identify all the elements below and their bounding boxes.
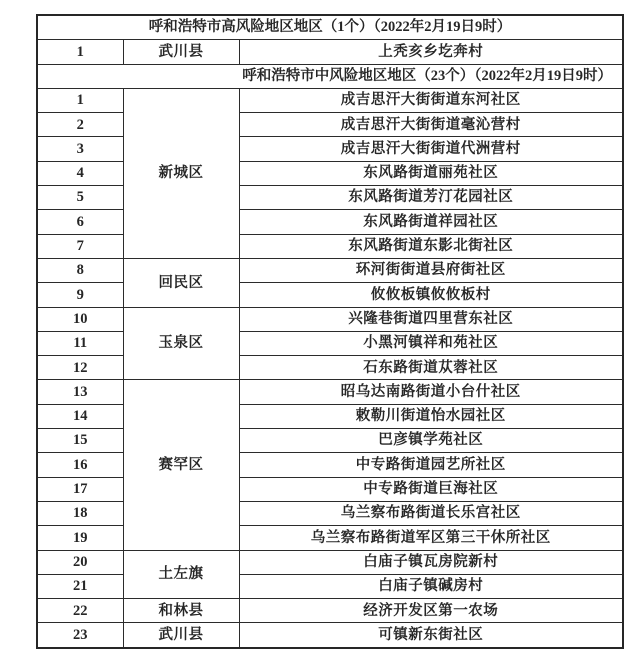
high-risk-table-row (37, 40, 623, 64)
area-cell: 环河街街道县府街社区 (239, 258, 623, 282)
high-risk-section-header-row (37, 15, 623, 40)
mid-risk-table-row (37, 623, 623, 648)
district-cell: 土左旗 (123, 550, 239, 599)
mid-risk-table-row (37, 380, 623, 404)
area-cell: 经济开发区第一农场 (239, 599, 623, 623)
row-number-cell: 8 (37, 258, 123, 282)
row-number-cell: 1 (37, 40, 123, 64)
district-cell: 和林县 (123, 599, 239, 623)
row-number-cell: 14 (37, 404, 123, 428)
row-number-cell: 3 (37, 137, 123, 161)
area-cell: 东风路街道东影北街社区 (239, 234, 623, 258)
row-number-cell: 1 (37, 88, 123, 112)
row-number-cell: 21 (37, 574, 123, 598)
area-cell: 上秃亥乡圪奔村 (239, 40, 623, 64)
row-number-cell: 4 (37, 161, 123, 185)
row-number-cell: 17 (37, 477, 123, 501)
mid-risk-section-header-row (37, 64, 623, 88)
mid-risk-section-header: 呼和浩特市中风险地区地区（23个）（2022年2月19日9时） (37, 64, 623, 88)
area-cell: 可镇新东街社区 (239, 623, 623, 648)
area-cell: 成吉思汗大街街道代洲营村 (239, 137, 623, 161)
area-cell: 石东路街道苁蓉社区 (239, 356, 623, 380)
area-cell: 昭乌达南路街道小台什社区 (239, 380, 623, 404)
area-cell: 白庙子镇瓦房院新村 (239, 550, 623, 574)
mid-risk-table-row (37, 88, 623, 112)
row-number-cell: 18 (37, 501, 123, 525)
district-cell: 武川县 (123, 623, 239, 648)
mid-risk-table-row (37, 258, 623, 282)
row-number-cell: 13 (37, 380, 123, 404)
area-cell: 中专路街道巨海社区 (239, 477, 623, 501)
district-cell: 新城区 (123, 88, 239, 258)
row-number-cell: 16 (37, 453, 123, 477)
row-number-cell: 20 (37, 550, 123, 574)
area-cell: 东风路街道丽苑社区 (239, 161, 623, 185)
area-cell: 东风路街道芳汀花园社区 (239, 186, 623, 210)
area-cell: 小黑河镇祥和苑社区 (239, 331, 623, 355)
area-cell: 成吉思汗大街街道东河社区 (239, 88, 623, 112)
mid-risk-table-row (37, 307, 623, 331)
area-cell: 攸攸板镇攸攸板村 (239, 283, 623, 307)
area-cell: 成吉思汗大街街道毫沁营村 (239, 113, 623, 137)
row-number-cell: 10 (37, 307, 123, 331)
row-number-cell: 19 (37, 526, 123, 550)
risk-area-table-container (36, 14, 624, 649)
row-number-cell: 22 (37, 599, 123, 623)
row-number-cell: 15 (37, 429, 123, 453)
area-cell: 乌兰察布路街道长乐宫社区 (239, 501, 623, 525)
mid-risk-table-row (37, 599, 623, 623)
high-risk-section-header: 呼和浩特市高风险地区地区（1个）（2022年2月19日9时） (37, 15, 623, 40)
district-cell: 武川县 (123, 40, 239, 64)
area-cell: 乌兰察布路街道军区第三干休所社区 (239, 526, 623, 550)
area-cell: 中专路街道园艺所社区 (239, 453, 623, 477)
mid-risk-table-row (37, 550, 623, 574)
district-cell: 赛罕区 (123, 380, 239, 550)
area-cell: 敕勒川街道怡水园社区 (239, 404, 623, 428)
district-cell: 回民区 (123, 258, 239, 307)
area-cell: 白庙子镇碱房村 (239, 574, 623, 598)
district-cell: 玉泉区 (123, 307, 239, 380)
row-number-cell: 2 (37, 113, 123, 137)
row-number-cell: 9 (37, 283, 123, 307)
row-number-cell: 11 (37, 331, 123, 355)
area-cell: 巴彦镇学苑社区 (239, 429, 623, 453)
row-number-cell: 12 (37, 356, 123, 380)
area-cell: 东风路街道祥园社区 (239, 210, 623, 234)
row-number-cell: 7 (37, 234, 123, 258)
row-number-cell: 6 (37, 210, 123, 234)
risk-area-table (36, 14, 624, 649)
row-number-cell: 5 (37, 186, 123, 210)
area-cell: 兴隆巷街道四里营东社区 (239, 307, 623, 331)
risk-table-body (37, 15, 623, 648)
row-number-cell: 23 (37, 623, 123, 648)
